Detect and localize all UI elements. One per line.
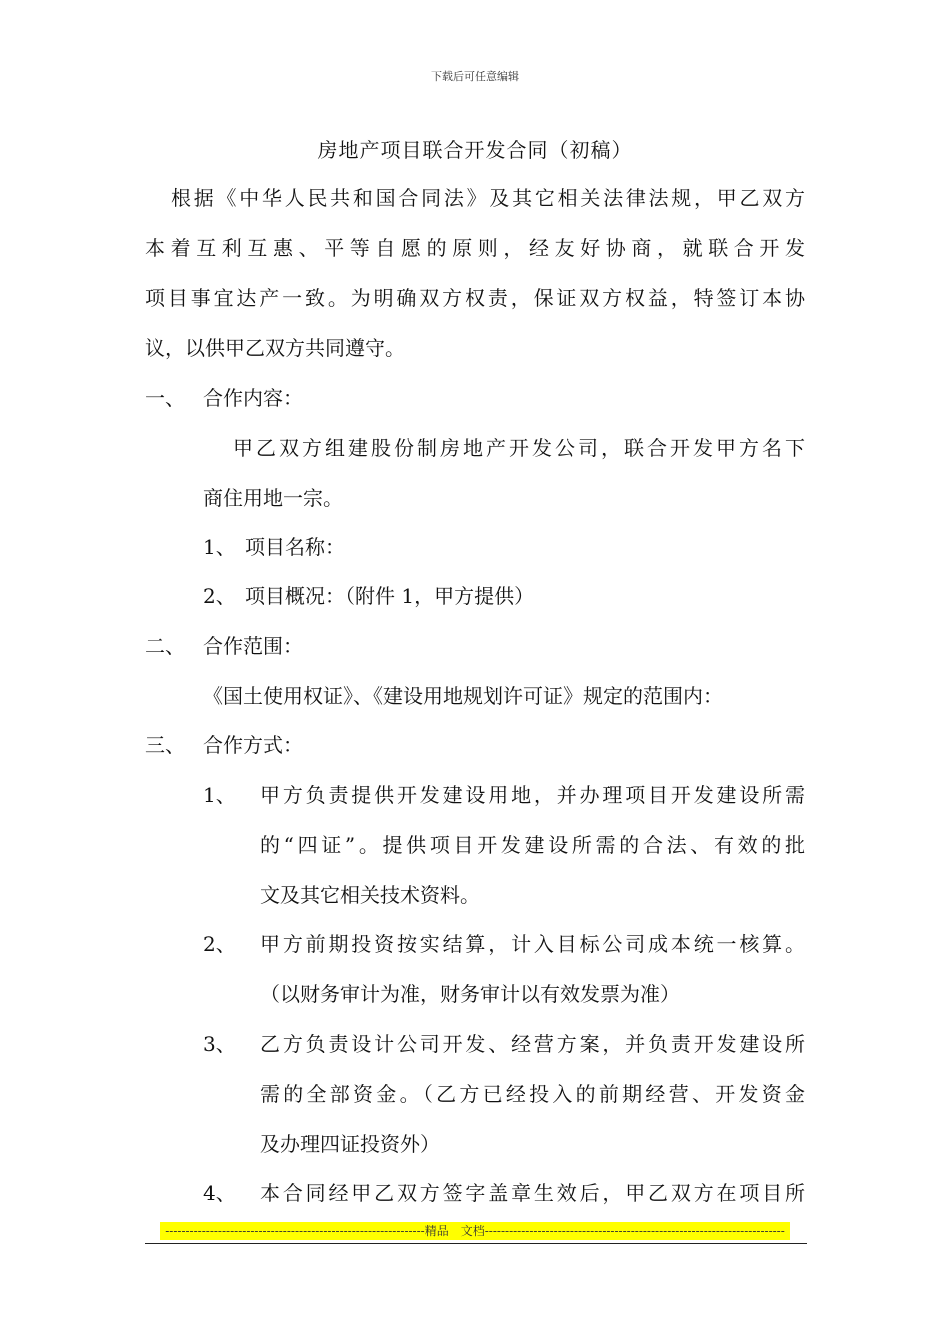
- section-3-item-3-line-2: 需的全部资金。（乙方已经投入的前期经营、开发资金: [260, 1082, 805, 1106]
- section-3-item-1-line-2: 的“四证”。提供项目开发建设所需的合法、有效的批: [260, 833, 805, 857]
- section-1-body-line-2: 商住用地一宗。: [203, 486, 343, 510]
- section-1-heading: 合作内容：: [203, 386, 303, 410]
- footer-rule: [145, 1243, 807, 1244]
- section-1-body-line-1: 甲乙双方组建股份制房地产开发公司，联合开发甲方名下: [233, 436, 805, 460]
- section-3-item-4-line-1: 本合同经甲乙双方签字盖章生效后，甲乙双方在项目所: [260, 1181, 805, 1205]
- section-3-item-2-number: 2、: [203, 932, 236, 956]
- section-3-item-2-line-1: 甲方前期投资按实结算，计入目标公司成本统一核算。: [260, 932, 805, 956]
- preamble-line-1: 根据《中华人民共和国合同法》及其它相关法律法规，甲乙双方: [171, 186, 805, 210]
- preamble-line-3: 项目事宜达产一致。为明确双方权责，保证双方权益，特签订本协: [145, 286, 805, 310]
- section-2-number: 二、: [145, 634, 185, 658]
- section-3-number: 三、: [145, 733, 185, 757]
- footer-left-dashes: ----------------------------------------------------------------: [165, 1224, 425, 1238]
- section-1-item-2-number: 2、: [203, 584, 236, 608]
- section-1-item-1-text: 项目名称：: [245, 535, 345, 559]
- document-title: 房地产项目联合开发合同（初稿）: [317, 138, 633, 162]
- section-3-item-2-line-2: （以财务审计为准，财务审计以有效发票为准）: [260, 982, 680, 1006]
- section-1-item-1-number: 1、: [203, 535, 236, 559]
- preamble-line-4: 议，以供甲乙双方共同遵守。: [145, 336, 405, 360]
- section-1-number: 一、: [145, 386, 185, 410]
- footer-bar: [160, 1222, 790, 1240]
- preamble-line-2: 本着互利互惠、平等自愿的原则，经友好协商，就联合开发: [145, 236, 805, 260]
- section-1-item-2-text: 项目概况：（附件 1，甲方提供）: [245, 584, 535, 608]
- section-3-heading: 合作方式：: [203, 733, 303, 757]
- section-3-item-3-number: 3、: [203, 1032, 236, 1056]
- section-3-item-4-number: 4、: [203, 1181, 236, 1205]
- section-2-body: 《国土使用权证》、《建设用地规划许可证》规定的范围内：: [203, 684, 723, 708]
- section-2-heading: 合作范围：: [203, 634, 303, 658]
- section-3-item-1-line-3: 文及其它相关技术资料。: [260, 883, 480, 907]
- footer-label: 精品 文档: [424, 1224, 485, 1238]
- footer-right-dashes: --------------------------------------------------------------------------: [484, 1224, 785, 1238]
- section-3-item-3-line-1: 乙方负责设计公司开发、经营方案，并负责开发建设所: [260, 1032, 805, 1056]
- section-3-item-1-line-1: 甲方负责提供开发建设用地，并办理项目开发建设所需: [260, 783, 805, 807]
- section-3-item-3-line-3: 及办理四证投资外）: [260, 1132, 440, 1156]
- section-3-item-1-number: 1、: [203, 783, 236, 807]
- header-note: 下载后可任意编辑: [431, 70, 519, 83]
